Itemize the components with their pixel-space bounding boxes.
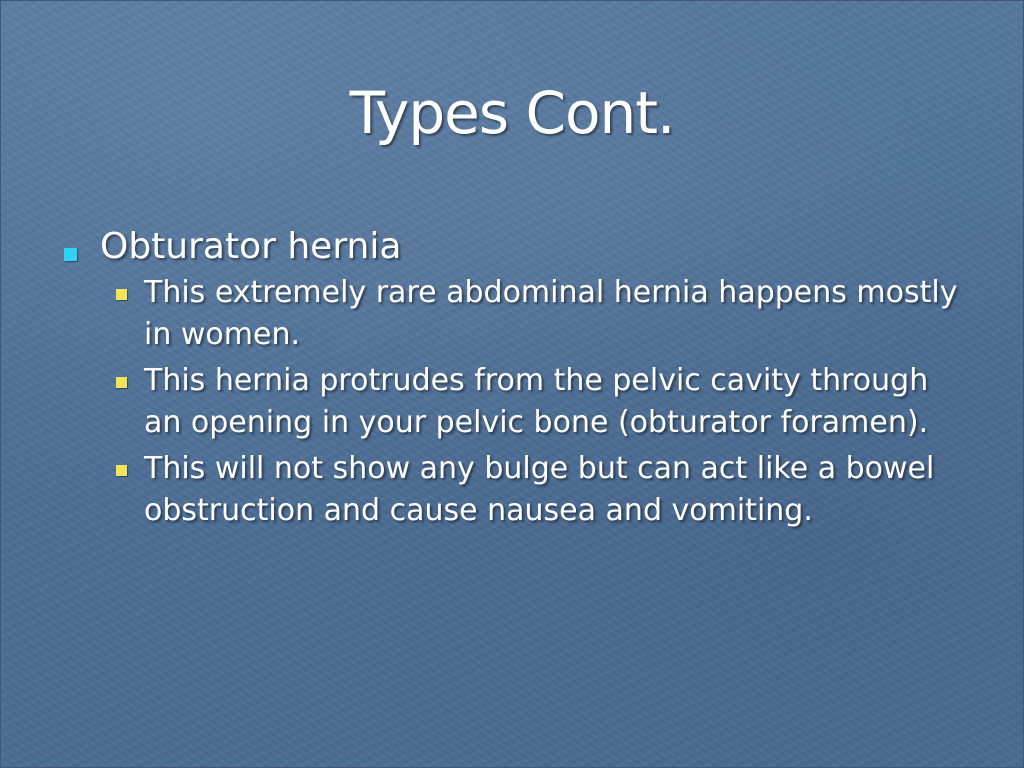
sub-bullet-text: This extremely rare abdominal hernia happens mostly in women. [144,275,958,353]
bullet-text: Obturator hernia [100,226,402,267]
sub-bullet-item [110,272,972,356]
slide-title: Types Cont. [349,79,675,147]
sub-bullet-text: This will not show any bulge but can act like a bowel obstruction and cause nausea and vomiting. [144,451,935,529]
slide-body [62,226,972,536]
sub-bullet-text: This hernia protrudes from the pelvic cavity through an opening in your pelvic bone (obturator foramen). [144,363,929,441]
sub-bullet-list [110,272,972,532]
square-bullet-icon [64,248,77,261]
sub-bullet-item [110,448,972,532]
square-bullet-icon [116,465,127,476]
square-bullet-icon [116,377,127,388]
square-bullet-icon [116,289,127,300]
sub-bullet-item [110,360,972,444]
bullet-item-obturator-hernia [62,226,972,268]
